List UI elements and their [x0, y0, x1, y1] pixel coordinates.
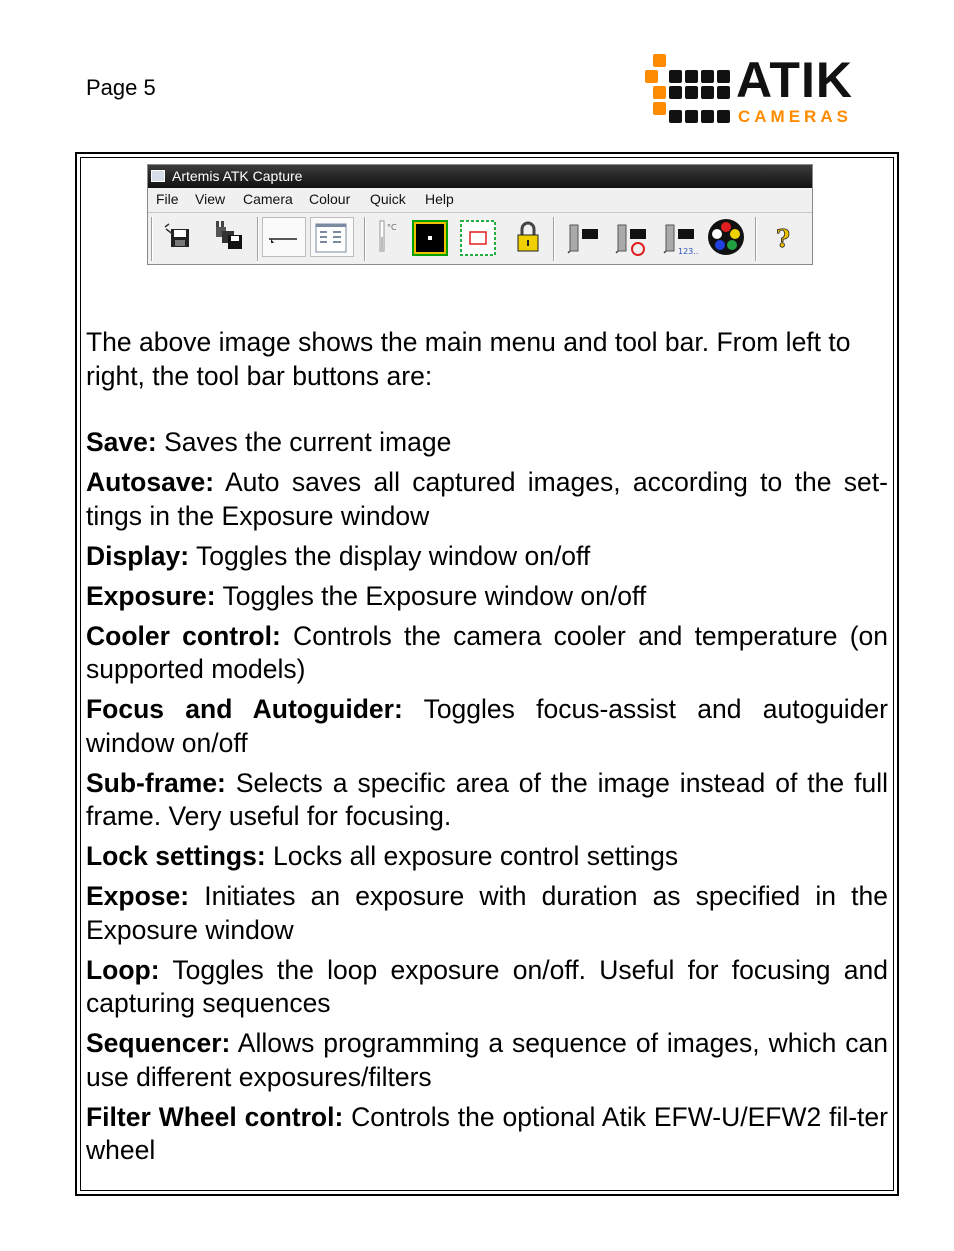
tool-bar: [148, 212, 812, 265]
item-focus-autoguider: [86, 693, 888, 760]
term-label: Expose:: [86, 881, 190, 911]
title-bar: [148, 165, 812, 188]
loop-icon[interactable]: [610, 217, 650, 257]
item-exposure: [86, 580, 888, 614]
page-number: Page 5: [86, 75, 156, 100]
sequence-label: 123..: [678, 247, 698, 256]
item-cooler-control: [86, 620, 888, 687]
item-display: [86, 540, 888, 574]
item-loop: [86, 954, 888, 1021]
item-sequencer: [86, 1027, 888, 1094]
display-icon[interactable]: [262, 217, 306, 257]
term-label: Exposure:: [86, 580, 216, 611]
menu-quick[interactable]: Quick: [370, 191, 406, 207]
menu-camera[interactable]: Camera: [243, 191, 293, 207]
term-description: Initiates an exposure with duration as specified in the Exposure window: [86, 881, 888, 945]
term-description: Toggles the display window on/off: [189, 540, 591, 571]
term-description: Locks all exposure control settings: [265, 841, 679, 871]
term-label: Loop:: [86, 954, 160, 985]
description-text: [86, 326, 888, 1174]
term-label: Filter Wheel control:: [86, 1101, 344, 1132]
term-description: Selects a specific area of the image instead of the full frame. Very useful for focusing.: [86, 767, 888, 831]
term-description: Toggles the Exposure window on/off: [215, 580, 647, 611]
term-description: Auto saves all captured images, according to the set-tings in the Exposure window: [86, 467, 888, 531]
term-description: Allows programming a sequence of images, which can use different exposures/filters: [86, 1028, 888, 1092]
lock-icon[interactable]: [508, 217, 548, 257]
item-expose: [86, 880, 888, 947]
item-sub-frame: [86, 767, 888, 834]
focus-icon[interactable]: [410, 217, 450, 257]
exposure-icon[interactable]: [310, 217, 354, 257]
window-title: Artemis ATK Capture: [172, 168, 303, 184]
term-description: Saves the current image: [156, 427, 452, 457]
menu-file[interactable]: File: [156, 191, 179, 207]
item-filter-wheel: [86, 1101, 888, 1168]
help-icon[interactable]: [764, 217, 804, 257]
autosave-icon[interactable]: [208, 217, 248, 257]
logo-subtitle: CAMERAS: [738, 107, 852, 126]
atik-logo: [643, 52, 855, 127]
item-save: [86, 426, 888, 460]
term-label: Display:: [86, 540, 190, 571]
menu-help[interactable]: Help: [425, 191, 454, 207]
app-icon: [151, 170, 165, 182]
term-label: Autosave:: [86, 467, 215, 497]
item-autosave: [86, 466, 888, 533]
term-description: Controls the camera cooler and temperature (on supported models): [86, 620, 888, 684]
save-icon[interactable]: [160, 217, 200, 257]
svg-text:?: ?: [776, 224, 791, 253]
term-description: Controls the optional Atik EFW-U/EFW2 fil-ter wheel: [86, 1101, 888, 1165]
item-lock-settings: [86, 840, 888, 874]
term-label: Sub-frame:: [86, 767, 226, 798]
logo-brand: ATIK: [736, 52, 853, 108]
term-label: Save:: [86, 427, 157, 457]
menu-view[interactable]: View: [195, 191, 226, 207]
term-label: Cooler control:: [86, 620, 281, 651]
term-description: Toggles the loop exposure on/off. Useful for focusing and capturing sequences: [86, 954, 888, 1018]
term-label: Lock settings:: [86, 841, 266, 871]
menu-colour[interactable]: Colour: [309, 191, 351, 207]
menu-bar: [148, 188, 812, 210]
thermometer-icon[interactable]: [368, 217, 408, 257]
term-label: Sequencer:: [86, 1028, 231, 1058]
term-description: Toggles focus-assist and autoguider window on/off: [86, 694, 888, 758]
term-label: Focus and Autoguider:: [86, 694, 403, 724]
subframe-icon[interactable]: [458, 217, 498, 257]
filter-wheel-icon[interactable]: [706, 217, 746, 257]
expose-icon[interactable]: [562, 217, 602, 257]
sequencer-icon[interactable]: [658, 217, 698, 257]
intro-paragraph: The above image shows the main menu and tool bar. From left to right, the tool bar buttons are:: [86, 327, 851, 391]
svg-text:°C: °C: [387, 223, 397, 232]
app-window-screenshot: [147, 164, 813, 265]
